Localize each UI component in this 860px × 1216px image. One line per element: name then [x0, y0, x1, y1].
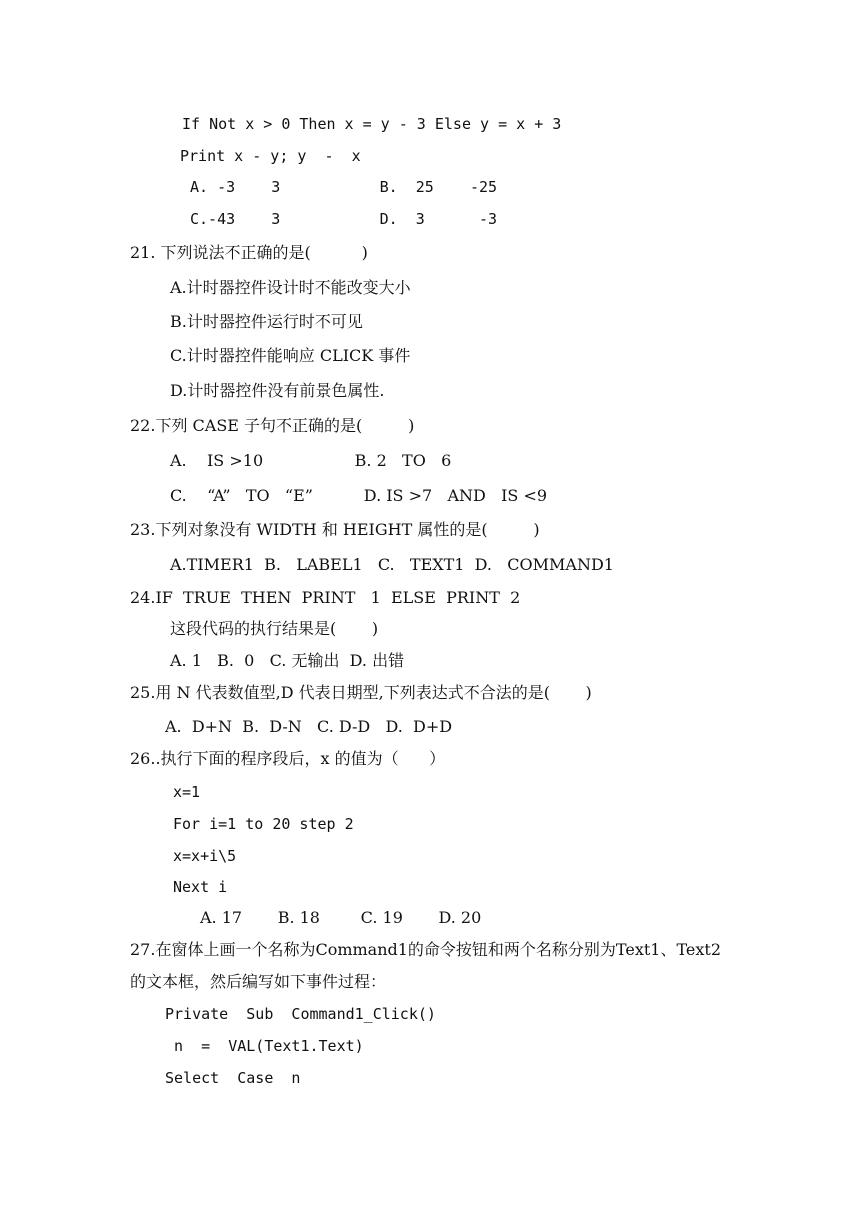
option-line-a-b: A. -3 3 B. 25 -25	[190, 178, 498, 196]
q27-code-line-2: n = VAL(Text1.Text)	[165, 1037, 364, 1055]
q24-options: A. 1 B. 0 C. 无输出 D. 出错	[170, 651, 405, 670]
q27-code-line-1: Private Sub Command1_Click()	[165, 1005, 436, 1023]
question-27: 27.在窗体上画一个名称为Command1的命令按钮和两个名称分别为Text1、Text2	[130, 940, 721, 959]
q21-option-d: D.计时器控件没有前景色属性.	[170, 381, 385, 400]
question-24: 24.IF TRUE THEN PRINT 1 ELSE PRINT 2	[130, 588, 521, 607]
q22-options-a-b: A. IS >10 B. 2 TO 6	[170, 451, 452, 470]
q24-prompt: 这段代码的执行结果是( )	[170, 619, 379, 638]
option-line-c-d: C.-43 3 D. 3 -3	[190, 210, 498, 228]
q26-options: A. 17 B. 18 C. 19 D. 20	[200, 908, 482, 927]
q21-option-b: B.计时器控件运行时不可见	[170, 312, 363, 331]
code-line-if-not: If Not x > 0 Then x = y - 3 Else y = x + 3	[182, 115, 562, 133]
q21-option-a: A.计时器控件设计时不能改变大小	[170, 278, 411, 297]
q23-options: A.TIMER1 B. LABEL1 C. TEXT1 D. COMMAND1	[170, 555, 614, 574]
question-23: 23.下列对象没有 WIDTH 和 HEIGHT 属性的是( )	[130, 520, 540, 539]
question-27-continued: 的文本框，然后编写如下事件过程：	[130, 972, 387, 991]
q27-code-line-3: Select Case n	[165, 1069, 301, 1087]
q26-code-line-3: x=x+i\5	[173, 847, 237, 865]
question-25: 25.用 N 代表数值型,D 代表日期型,下列表达式不合法的是( )	[130, 683, 592, 702]
q25-options: A. D+N B. D-N C. D-D D. D+D	[165, 717, 453, 736]
question-26: 26..执行下面的程序段后，x 的值为（ ）	[130, 749, 446, 768]
question-22: 22.下列 CASE 子句不正确的是( )	[130, 416, 415, 435]
question-21: 21. 下列说法不正确的是( )	[130, 243, 368, 262]
q21-option-c: C.计时器控件能响应 CLICK 事件	[170, 346, 411, 365]
q26-code-line-1: x=1	[173, 783, 201, 801]
q22-options-c-d: C. “A” TO “E” D. IS >7 AND IS <9	[170, 486, 548, 505]
q26-code-line-4: Next i	[173, 878, 228, 896]
code-line-print: Print x - y; y - x	[180, 147, 361, 165]
q26-code-line-2: For i=1 to 20 step 2	[173, 815, 354, 833]
